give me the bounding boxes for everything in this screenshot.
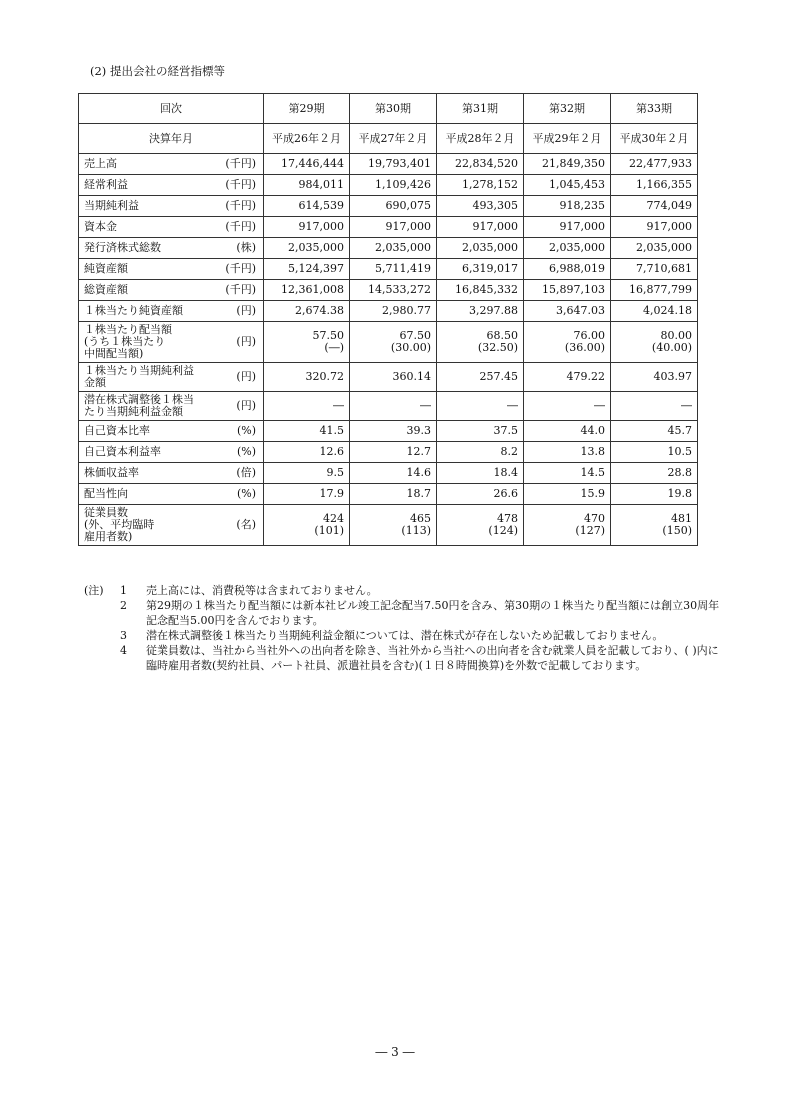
value-cell: 2,035,000 [264, 238, 350, 259]
row-label: 発行済株式総数 [84, 241, 161, 254]
table-row [79, 484, 698, 505]
value-cell: 8.2 [437, 442, 524, 463]
table-row [79, 280, 698, 301]
value-cell: 67.50 (30.00) [350, 322, 437, 363]
row-label-cell [79, 259, 264, 280]
row-label-cell [79, 175, 264, 196]
value-cell: 917,000 [264, 217, 350, 238]
value-cell: 21,849,350 [524, 154, 611, 175]
value-cell: 1,045,453 [524, 175, 611, 196]
note-text: 潜在株式調整後１株当たり当期純利益金額については、潜在株式が存在しないため記載しておりません。 [146, 629, 664, 642]
row-label-cell [79, 301, 264, 322]
table-row [79, 442, 698, 463]
row-unit: (千円) [225, 220, 256, 233]
note-number: 3 [120, 629, 127, 642]
header-period: 第30期 [350, 94, 437, 124]
value-cell: 479.22 [524, 363, 611, 392]
row-label-cell [79, 238, 264, 259]
note-text: 第29期の１株当たり配当額には新本社ビル竣工記念配当7.50円を含み、第30期の１株当たり配当額には創立30周年記念配当5.00円を含んでおります。 [146, 599, 720, 627]
value-cell: 7,710,681 [611, 259, 698, 280]
value-cell: 15.9 [524, 484, 611, 505]
table-row [79, 154, 698, 175]
value-cell: 41.5 [264, 421, 350, 442]
row-label-cell [79, 363, 264, 392]
row-label: 経常利益 [84, 178, 128, 191]
header-period: 第29期 [264, 94, 350, 124]
header-date: 平成27年２月 [350, 124, 437, 154]
row-label-cell [79, 322, 264, 363]
financial-indicators-table [78, 93, 698, 546]
value-cell: 39.3 [350, 421, 437, 442]
note-text: 売上高には、消費税等は含まれておりません。 [146, 584, 378, 597]
row-unit: (倍) [236, 466, 256, 479]
row-unit: (%) [236, 445, 256, 458]
table-row [79, 196, 698, 217]
row-label: １株当たり純資産額 [84, 304, 183, 317]
value-cell: 16,877,799 [611, 280, 698, 301]
note-item [84, 628, 724, 643]
value-cell: 360.14 [350, 363, 437, 392]
value-cell: 917,000 [611, 217, 698, 238]
value-cell: 614,539 [264, 196, 350, 217]
header-period: 第31期 [437, 94, 524, 124]
row-unit: (円) [236, 304, 256, 317]
row-label: 当期純利益 [84, 199, 139, 212]
row-label-cell [79, 280, 264, 301]
value-cell: 44.0 [524, 421, 611, 442]
value-cell: 4,024.18 [611, 301, 698, 322]
row-label: 従業員数 (外、平均臨時 雇用者数) [84, 506, 155, 543]
header-row-dates [79, 124, 698, 154]
row-unit: (%) [236, 424, 256, 437]
value-cell: 918,235 [524, 196, 611, 217]
value-cell: ― [524, 392, 611, 421]
value-cell: 690,075 [350, 196, 437, 217]
section-title: (2) 提出会社の経営指標等 [90, 64, 225, 78]
row-unit: (円) [236, 399, 256, 412]
table-row [79, 363, 698, 392]
row-label-cell [79, 154, 264, 175]
note-prefix: (注) [84, 584, 104, 597]
value-cell: ― [350, 392, 437, 421]
value-cell: 17.9 [264, 484, 350, 505]
value-cell: 76.00 (36.00) [524, 322, 611, 363]
note-item [84, 643, 724, 673]
row-unit: (千円) [225, 199, 256, 212]
note-item [84, 598, 724, 628]
header-date: 平成28年２月 [437, 124, 524, 154]
value-cell: 2,035,000 [350, 238, 437, 259]
value-cell: 478 (124) [437, 505, 524, 546]
value-cell: 1,278,152 [437, 175, 524, 196]
row-unit: (千円) [225, 283, 256, 296]
value-cell: 37.5 [437, 421, 524, 442]
row-label-cell [79, 421, 264, 442]
header-period: 第32期 [524, 94, 611, 124]
value-cell: 465 (113) [350, 505, 437, 546]
row-label: 総資産額 [84, 283, 128, 296]
row-label: 自己資本比率 [84, 424, 150, 437]
row-unit: (千円) [225, 157, 256, 170]
header-period: 第33期 [611, 94, 698, 124]
header-row-periods [79, 94, 698, 124]
header-date: 平成29年２月 [524, 124, 611, 154]
value-cell: 22,477,933 [611, 154, 698, 175]
row-unit: (株) [236, 241, 256, 254]
row-label-cell [79, 442, 264, 463]
table-row [79, 505, 698, 546]
value-cell: 80.00 (40.00) [611, 322, 698, 363]
value-cell: 493,305 [437, 196, 524, 217]
table-row [79, 463, 698, 484]
table-row [79, 301, 698, 322]
row-label: 株価収益率 [84, 466, 139, 479]
value-cell: 9.5 [264, 463, 350, 484]
row-label-cell [79, 484, 264, 505]
note-item [84, 583, 724, 598]
value-cell: 28.8 [611, 463, 698, 484]
row-unit: (千円) [225, 262, 256, 275]
value-cell: 6,319,017 [437, 259, 524, 280]
value-cell: 12.6 [264, 442, 350, 463]
header-date: 平成30年２月 [611, 124, 698, 154]
row-label-cell [79, 505, 264, 546]
row-label: 売上高 [84, 157, 117, 170]
value-cell: 22,834,520 [437, 154, 524, 175]
row-unit: (円) [236, 370, 256, 383]
row-unit: (名) [236, 518, 256, 531]
value-cell: 12,361,008 [264, 280, 350, 301]
note-indent [84, 598, 120, 628]
value-cell: 6,988,019 [524, 259, 611, 280]
row-label-cell [79, 217, 264, 238]
value-cell: 2,035,000 [437, 238, 524, 259]
row-label: １株当たり配当額 (うち１株当たり 中間配当額) [84, 323, 172, 360]
value-cell: 19,793,401 [350, 154, 437, 175]
note-number: 1 [120, 584, 127, 597]
value-cell: 18.7 [350, 484, 437, 505]
note-number: 2 [120, 599, 127, 612]
value-cell: 320.72 [264, 363, 350, 392]
note-indent [84, 628, 120, 643]
note-text: 従業員数は、当社から当社外への出向者を除き、当社外から当社への出向者を含む就業人員を記載しており、( )内に臨時雇用者数(契約社員、パート社員、派遣社員を含む)(１日８時間換算)を外数で記載しております。 [146, 644, 719, 672]
table-row [79, 322, 698, 363]
value-cell: 68.50 (32.50) [437, 322, 524, 363]
value-cell: 1,109,426 [350, 175, 437, 196]
value-cell: 1,166,355 [611, 175, 698, 196]
header-label-col: 回次 [79, 94, 264, 124]
table-row [79, 238, 698, 259]
row-label-cell [79, 392, 264, 421]
value-cell: 5,124,397 [264, 259, 350, 280]
value-cell: 984,011 [264, 175, 350, 196]
value-cell: 424 (101) [264, 505, 350, 546]
value-cell: 14,533,272 [350, 280, 437, 301]
value-cell: 17,446,444 [264, 154, 350, 175]
value-cell: 403.97 [611, 363, 698, 392]
value-cell: 2,035,000 [611, 238, 698, 259]
row-label: 潜在株式調整後１株当 たり当期純利益金額 [84, 393, 194, 418]
value-cell: 481 (150) [611, 505, 698, 546]
value-cell: ― [264, 392, 350, 421]
row-label: 純資産額 [84, 262, 128, 275]
value-cell: 257.45 [437, 363, 524, 392]
table-row [79, 421, 698, 442]
table-row [79, 217, 698, 238]
value-cell: 2,674.38 [264, 301, 350, 322]
row-label: 配当性向 [84, 487, 128, 500]
value-cell: 2,980.77 [350, 301, 437, 322]
row-label: １株当たり当期純利益 金額 [84, 364, 194, 389]
value-cell: 917,000 [437, 217, 524, 238]
value-cell: 470 (127) [524, 505, 611, 546]
value-cell: 774,049 [611, 196, 698, 217]
row-label: 資本金 [84, 220, 117, 233]
value-cell: 5,711,419 [350, 259, 437, 280]
table-row [79, 392, 698, 421]
value-cell: 15,897,103 [524, 280, 611, 301]
table-row [79, 175, 698, 196]
value-cell: 10.5 [611, 442, 698, 463]
value-cell: 14.5 [524, 463, 611, 484]
value-cell: 57.50 (―) [264, 322, 350, 363]
note-indent [84, 643, 120, 673]
value-cell: ― [437, 392, 524, 421]
row-unit: (円) [236, 335, 256, 348]
notes [84, 583, 724, 673]
value-cell: 16,845,332 [437, 280, 524, 301]
value-cell: 45.7 [611, 421, 698, 442]
value-cell: 26.6 [437, 484, 524, 505]
row-label-cell [79, 196, 264, 217]
note-number: 4 [120, 644, 127, 657]
table-row [79, 259, 698, 280]
value-cell: 19.8 [611, 484, 698, 505]
value-cell: 917,000 [524, 217, 611, 238]
value-cell: ― [611, 392, 698, 421]
value-cell: 18.4 [437, 463, 524, 484]
header-date: 平成26年２月 [264, 124, 350, 154]
page-number: ― 3 ― [375, 1045, 415, 1059]
value-cell: 917,000 [350, 217, 437, 238]
value-cell: 2,035,000 [524, 238, 611, 259]
value-cell: 13.8 [524, 442, 611, 463]
row-label: 自己資本利益率 [84, 445, 161, 458]
value-cell: 3,647.03 [524, 301, 611, 322]
value-cell: 12.7 [350, 442, 437, 463]
value-cell: 14.6 [350, 463, 437, 484]
row-unit: (千円) [225, 178, 256, 191]
value-cell: 3,297.88 [437, 301, 524, 322]
header-date-label: 決算年月 [79, 124, 264, 154]
row-unit: (%) [236, 487, 256, 500]
row-label-cell [79, 463, 264, 484]
